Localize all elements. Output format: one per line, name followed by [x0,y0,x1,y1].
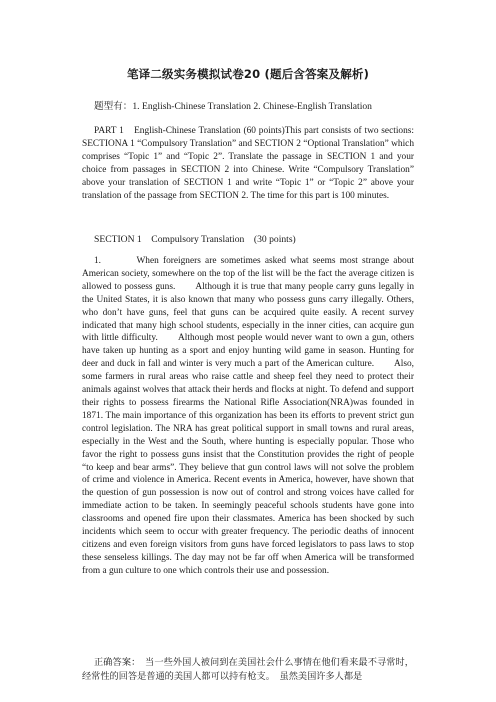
passage-paragraph: 1. When foreigners are sometimes asked what seems most strange about American society, somewhere on the top of the list will be the fact the average citizen is allowed to possess guns. Although it is true that many people carry guns legally in the United States, it is also known that many who possess guns carry illegally. Others, who don’t have guns, feel that guns can be acquired quite easily. A recent survey indicated that many high school students, especially in the inner cities, can acquire gun with little difficulty. Although most people would never want to own a gun, others have taken up hunting as a sport and enjoy hunting wild game in season. Hunting for deer and duck in fall and winter is very much a part of the American culture. Also, some farmers in rural areas who raise cattle and sheep feel they need to protect their animals against wolves that attack their herds and flocks at night. To defend and support their rights to possess firearms the National Rifle Association(NRA)was founded in 1871. The main importance of this organization has been its efforts to prevent strict gun control legislation. The NRA has great political support in small towns and rural areas, especially in the West and the South, where hunting is especially popular. Those who favor the right to possess guns insist that the Constitution provides the right of people “to keep and bear arms”. They believe that gun control laws will not solve the problem of crime and violence in America. Recent events in America, however, have shown that the question of gun possession is now out of control and strong voices have called for immediate action to be taken. In seemingly peaceful schools students have gone into classrooms and opened fire upon their classmates. America has been shocked by such incidents which seem to occur with greater frequency. The periodic deaths of innocent citizens and even foreign visitors from guns have forced legislators to pass laws to stop these senseless killings. The day may not be far off when America will be transformed from a gun culture to one which controls their use and possession. [82,256,414,576]
section-heading: SECTION 1 Compulsory Translation (30 points) [94,234,296,245]
document-title: 笔译二级实务模拟试卷20 (题后含答案及解析) [126,67,370,81]
part-intro-paragraph: PART 1 English-Chinese Translation (60 points)This part consists of two sections: SECTIONA 1 “Compulsory Translation” and SECTION 2 “Optional Translation” which comprises “Topic 1” and “Topic 2”. Translate the passage in SECTION 1 and your choice from passages in SECTION 2 into Chinese. Write “Compulsory Translation” above your translation of SECTION 1 and write “Topic 1” or “Topic 2” above your translation of the passage from SECTION 2. The time for this part is 100 minutes. [82,126,414,201]
answer-paragraph: 正确答案： 当一些外国人被问到在美国社会什么事情在他们看来最不寻常时，经常性的回答是普通的美国人都可以持有枪支。 虽然美国许多人都是 [82,657,414,682]
question-types: 题型有：1. English-Chinese Translation 2. Chinese-English Translation [94,101,372,112]
